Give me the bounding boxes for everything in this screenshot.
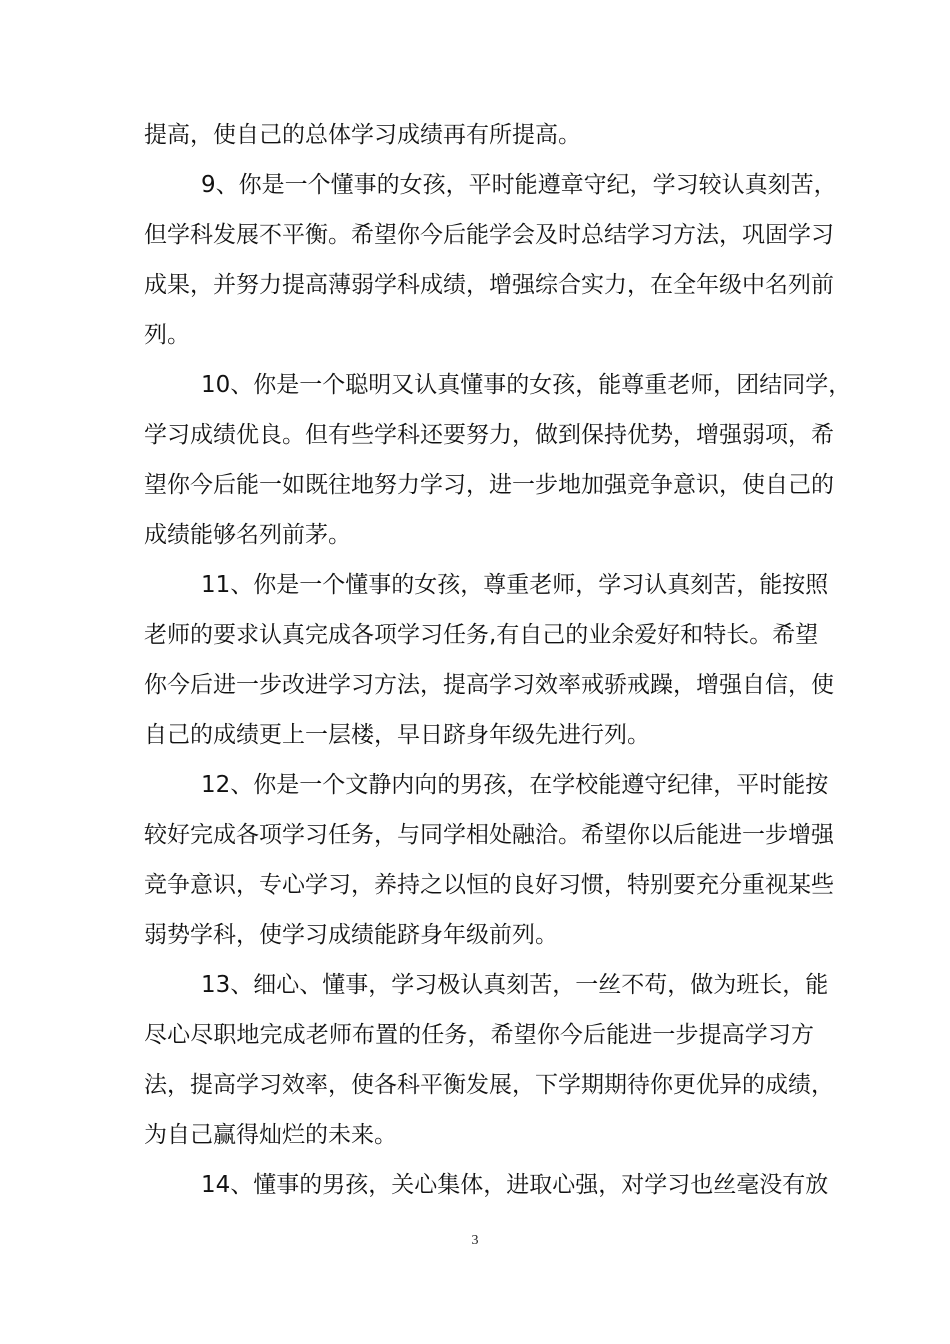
paragraph-11-line-3: 你今后进一步改进学习方法，提高学习效率戒骄戒躁，增强自信，使 <box>144 672 834 698</box>
page-number: 3 <box>471 1233 479 1248</box>
text-line: 提高，使自己的总体学习成绩再有所提高。 <box>144 122 581 148</box>
paragraph-13-line-3: 法，提高学习效率，使各科平衡发展，下学期期待你更优异的成绩， <box>144 1072 834 1098</box>
body-text <box>144 110 852 1210</box>
paragraph-13-line-4: 为自己赢得灿烂的未来。 <box>144 1122 397 1148</box>
paragraph-9-line-1: 9、你是一个懂事的女孩，平时能遵章守纪，学习较认真刻苦， <box>201 172 837 198</box>
paragraph-12-line-4: 弱势学科，使学习成绩能跻身年级前列。 <box>144 922 558 948</box>
paragraph-9-line-2: 但学科发展不平衡。希望你今后能学会及时总结学习方法，巩固学习 <box>144 222 834 248</box>
paragraph-14-line-1: 14、懂事的男孩，关心集体，进取心强，对学习也丝毫没有放 <box>201 1172 829 1198</box>
paragraph-13-line-2: 尽心尽职地完成老师布置的任务，希望你今后能进一步提高学习方 <box>144 1022 814 1048</box>
paragraph-11-line-2: 老师的要求认真完成各项学习任务,有自己的业余爱好和特长。希望 <box>144 622 819 648</box>
paragraph-12-line-3: 竞争意识，专心学习，养持之以恒的良好习惯，特别要充分重视某些 <box>144 872 834 898</box>
paragraph-11-line-1: 11、你是一个懂事的女孩，尊重老师，学习认真刻苦，能按照 <box>201 572 829 598</box>
paragraph-11-line-4: 自己的成绩更上一层楼，早日跻身年级先进行列。 <box>144 722 650 748</box>
paragraph-10-line-1: 10、你是一个聪明又认真懂事的女孩，能尊重老师，团结同学， <box>201 372 852 398</box>
paragraph-10-line-2: 学习成绩优良。但有些学科还要努力，做到保持优势，增强弱项，希 <box>144 422 834 448</box>
paragraph-12-line-1: 12、你是一个文静内向的男孩，在学校能遵守纪律，平时能按 <box>201 772 829 798</box>
paragraph-9-line-3: 成果，并努力提高薄弱学科成绩，增强综合实力，在全年级中名列前 <box>144 272 834 298</box>
paragraph-9-line-4: 列。 <box>144 322 190 348</box>
paragraph-12-line-2: 较好完成各项学习任务，与同学相处融洽。希望你以后能进一步增强 <box>144 822 834 848</box>
paragraph-13-line-1: 13、细心、懂事，学习极认真刻苦，一丝不苟，做为班长，能 <box>201 972 829 998</box>
paragraph-10-line-4: 成绩能够名列前茅。 <box>144 522 351 548</box>
paragraph-10-line-3: 望你今后能一如既往地努力学习，进一步地加强竞争意识，使自己的 <box>144 472 834 498</box>
